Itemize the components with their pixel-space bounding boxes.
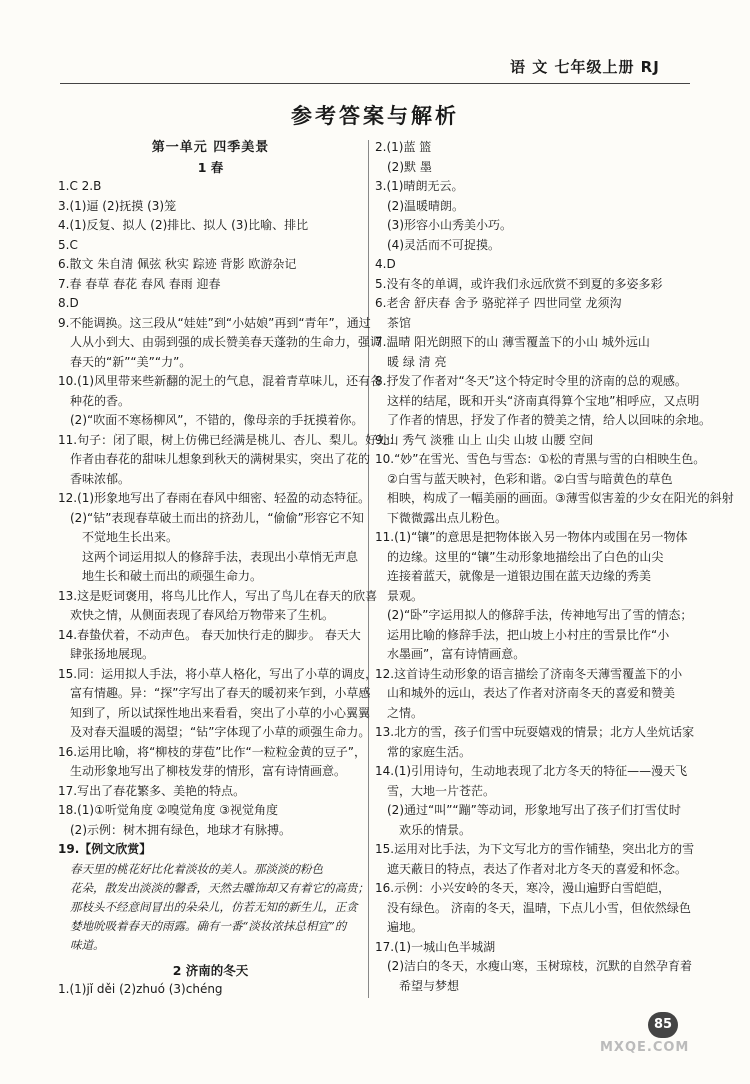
answer-line: 运用比喻的修辞手法，把山坡上小村庄的雪景比作“小: [387, 627, 670, 642]
answer-line: 那枝头不经意间冒出的朵朵儿，仿若无知的新生儿，正贪: [70, 899, 358, 914]
answer-line: 地生长和破土而出的顽强生命力。: [82, 569, 263, 583]
answer-line: (2)温暖晴朗。: [387, 198, 464, 213]
answer-line: 的边缘。这里的“镶”生动形象地描绘出了白色的山尖: [387, 549, 664, 564]
answer-line: 5.没有冬的单调，或许我们永远欣赏不到夏的多姿多彩: [375, 276, 663, 291]
answer-line: 7.温晴 阳光朗照下的山 薄雪覆盖下的小山 城外远山: [375, 335, 650, 349]
answer-line: 6.散文 朱自清 佩弦 秋实 踪迹 背影 欧游杂记: [58, 257, 297, 271]
answer-line: 雪，大地一片苍茫。: [387, 783, 496, 798]
answer-line: ②白雪与蓝天映衬，色彩和谐。②白雪与暗黄色的草色: [387, 471, 673, 486]
answer-line: 连接着蓝天，就像是一道银边围在蓝天边缘的秀美: [387, 569, 652, 583]
header-rule: [60, 83, 690, 84]
lesson-heading: 2 济南的冬天: [172, 962, 249, 978]
answer-line: 不觉地生长出来。: [82, 530, 179, 544]
answer-line: 1.(1)jǐ děi (2)zhuó (3)chéng: [58, 982, 223, 996]
answer-line: 这两个词运用拟人的修辞手法，表现出小草悄无声息: [82, 549, 359, 564]
answer-line: 香味浓郁。: [70, 471, 131, 486]
answer-line: 景观。: [387, 588, 424, 603]
answer-line: 14.春蛰伏着，不动声色。 春天加快行走的脚步。 春天大: [58, 627, 361, 642]
answer-line: 花朵，散发出淡淡的馨香，天然去雕饰却又有着它的高贵；: [70, 880, 369, 895]
answer-line: 味道。: [70, 937, 105, 952]
answer-line: 常的家庭生活。: [387, 744, 472, 759]
answer-line: 之情。: [387, 705, 424, 720]
answer-line: 山和城外的远山，表达了作者对济南冬天的喜爱和赞美: [387, 686, 676, 700]
answer-line: 1.C 2.B: [58, 179, 102, 193]
answer-line: (2)“吹面不寒杨柳风”，不错的，像母亲的手抚摸着你。: [70, 413, 364, 427]
answer-line: 13.这是贬词褒用，将鸟儿比作人，写出了鸟儿在春天的欣喜: [58, 588, 378, 603]
answer-line: (2)“卧”字运用拟人的修辞手法，传神地写出了雪的情态；: [387, 608, 693, 622]
answer-line: 欢乐的情景。: [399, 822, 472, 837]
answer-line: 16.示例：小兴安岭的冬天，寒冷，漫山遍野白雪皑皑，: [375, 881, 671, 895]
answer-line: 2.(1)蓝 篮: [375, 140, 432, 154]
answer-line: 遍地。: [387, 920, 424, 934]
answer-line: (3)形容小山秀美小巧。: [387, 218, 512, 232]
answer-line: 13.北方的雪，孩子们雪中玩耍嬉戏的情景；北方人坐炕话家: [375, 725, 695, 739]
answer-line: 作者由春花的甜味儿想象到秋天的满树果实，突出了花的: [70, 452, 371, 466]
lesson-heading: 1 春: [197, 159, 224, 175]
page-number: 85: [648, 1012, 678, 1038]
unit-heading: 第一单元 四季美景: [151, 140, 270, 155]
answer-line: 18.(1)①听觉角度 ②嗅觉角度 ③视觉角度: [58, 803, 278, 817]
answer-line: 3.(1)逼 (2)抚摸 (3)笼: [58, 198, 177, 213]
answer-line: 知到了，所以试探性地出来看看，突出了小草的小心翼翼: [70, 705, 371, 720]
answer-line: (2)通过“叫”“蹦”等动词，形象地写出了孩子们打雪仗时: [387, 803, 681, 817]
answer-line: 8.抒发了作者对“冬天”这个特定时令里的济南的总的观感。: [375, 374, 687, 388]
answer-line: 这样的结尾，既和开头“济南真得算个宝地”相呼应，又点明: [387, 393, 700, 408]
answer-line: 春天的“新”“美”“力”。: [70, 354, 192, 369]
answer-line: 14.(1)引用诗句，生动地表现了北方冬天的特征——漫天飞: [375, 764, 688, 778]
answer-line: (2)“钻”表现春草破土而出的挤劲儿，“偷偷”形容它不知: [70, 510, 364, 525]
answer-line: 4.(1)反复、拟人 (2)排比、拟人 (3)比喻、排比: [58, 218, 309, 232]
answer-line: 富有情趣。异：“探”字写出了春天的暖初来乍到，小草感: [70, 686, 371, 700]
answer-line: (4)灵活而不可捉摸。: [387, 237, 500, 252]
answer-line: 下微微露出点儿粉色。: [387, 510, 508, 525]
answer-line: 种花的香。: [70, 393, 131, 408]
book-header: 语 文 七年级上册 RJ: [510, 58, 660, 76]
answer-line: 11.(1)“镶”的意思是把物体嵌入另一物体内或围在另一物体: [375, 530, 688, 544]
answer-line: 7.春 春草 春花 春风 春雨 迎春: [58, 276, 221, 291]
answer-line: 15.同：运用拟人手法，将小草人格化，写出了小草的调皮，: [58, 666, 378, 681]
watermark-logo: MXQE.COM: [600, 1040, 690, 1055]
answer-line: (2)默 墨: [387, 159, 432, 174]
answer-line: 3.(1)晴朗无云。: [375, 179, 464, 193]
answer-line: 15.运用对比手法，为下文写北方的雪作铺垫，突出北方的雪: [375, 842, 695, 856]
answer-line: 春天里的桃花好比化着淡妆的美人。那淡淡的粉色: [70, 861, 323, 876]
answer-line: 生动形象地写出了柳枝发芽的情形，富有诗情画意。: [70, 764, 347, 778]
answer-line: 肆张扬地展现。: [70, 647, 155, 661]
answer-line: (2)示例：树木拥有绿色，地球才有脉搏。: [70, 822, 291, 837]
answer-line: 12.这首诗生动形象的语言描绘了济南冬天薄雪覆盖下的小: [375, 666, 683, 681]
answer-line: 没有绿色。 济南的冬天，温晴，下点儿小雪，但依然绿色: [387, 900, 691, 915]
answer-line: 5.C: [58, 237, 78, 252]
answer-line: 欢快之情，从侧面表现了春风给万物带来了生机。: [70, 608, 335, 622]
answer-line: 10.(1)风里带来些新翻的泥土的气息，混着青草味儿，还有各: [58, 374, 383, 388]
answer-line: 人从小到大、由弱到强的成长赞美春天蓬勃的生命力，强调: [70, 335, 383, 349]
answer-line: 相映，构成了一幅美丽的画面。③薄雪似害羞的少女在阳光的斜射: [387, 491, 734, 505]
answer-line: 了作者的情思，抒发了作者的赞美之情，给人以回味的余地。: [387, 413, 712, 427]
page-title: 参考答案与解析: [291, 104, 459, 128]
answer-line: 9.不能调换。这三段从“娃娃”到“小姑娘”再到“青年”，通过: [58, 315, 371, 330]
answer-line: 4.D: [375, 257, 396, 271]
answer-line: 11.句子：闭了眼，树上仿佛已经满是桃儿、杏儿、梨儿。好处：: [58, 432, 402, 447]
answer-line: 16.运用比喻，将“柳枝的芽苞”比作“一粒粒金黄的豆子”，: [58, 744, 366, 759]
answer-line: 12.(1)形象地写出了春雨在春风中细密、轻盈的动态特征。: [58, 491, 371, 505]
answer-line: 暖 绿 清 亮: [387, 354, 447, 369]
answer-line: 茶馆: [387, 315, 412, 330]
answer-line: 8.D: [58, 296, 79, 310]
answer-line: 婪地吮吸着春天的雨露。确有一番“淡妆浓抹总相宜”的: [70, 918, 347, 933]
answer-line: 10.“妙”在雪光、雪色与雪态：①松的青黑与雪的白相映生色。: [375, 452, 706, 466]
answer-column-right: [375, 138, 734, 996]
answer-line: 17.写出了春花繁多、美艳的特点。: [58, 783, 246, 798]
answer-line: 及对春天温暖的渴望；“钻”字体现了小草的顽强生命力。: [70, 725, 371, 739]
answer-line: 19.【例文欣赏】: [58, 842, 152, 856]
answer-line: 9.山 秀气 淡雅 山上 山尖 山坡 山腰 空间: [375, 432, 594, 447]
column-divider: [368, 140, 369, 998]
answer-line: (2)洁白的冬天，水瘦山寒，玉树琼枝，沉默的自然孕育着: [387, 959, 693, 973]
answer-line: 遮天蔽日的特点，表达了作者对北方冬天的喜爱和怀念。: [387, 861, 688, 876]
answer-line: 希望与梦想: [399, 978, 460, 993]
answer-line: 6.老舍 舒庆春 舍予 骆驼祥子 四世同堂 龙须沟: [375, 296, 622, 310]
answer-line: 水墨画”，富有诗情画意。: [387, 647, 526, 661]
answer-line: 17.(1)一城山色半城湖: [375, 939, 496, 954]
